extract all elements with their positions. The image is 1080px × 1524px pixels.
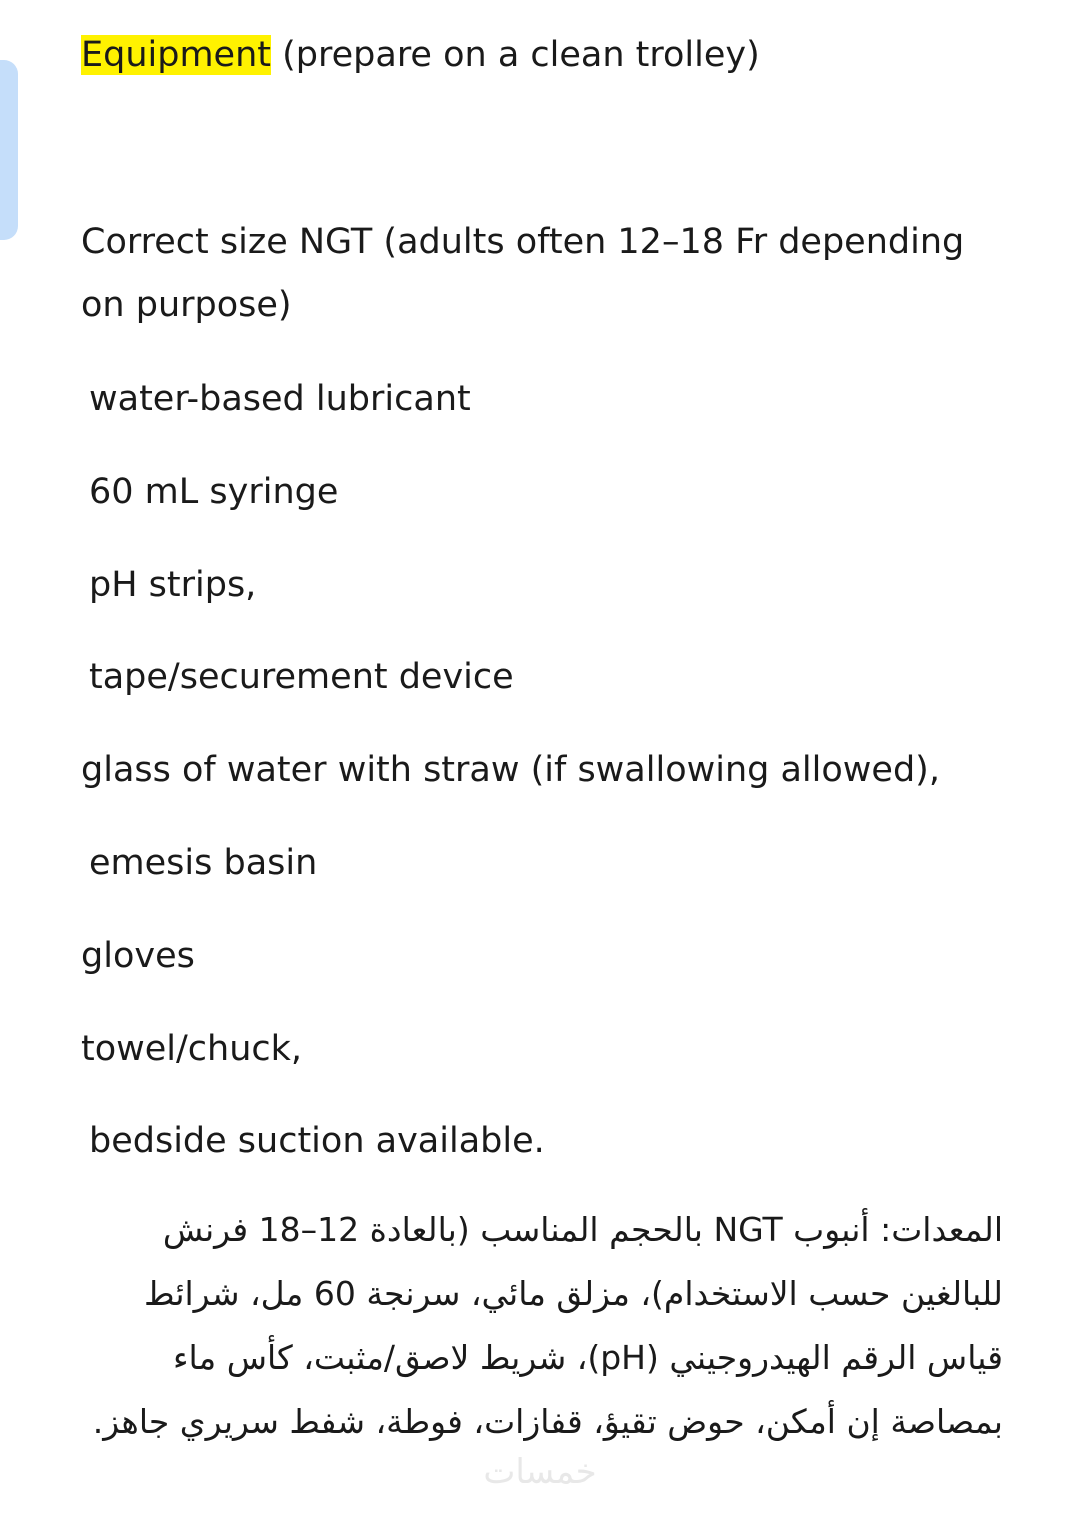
equipment-heading	[81, 23, 760, 87]
list-item: glass of water with straw (if swallowing allowed),	[81, 750, 940, 790]
list-item: Correct size NGT (adults often 12–18 Fr depending	[81, 222, 965, 262]
side-panel-tab[interactable]	[0, 60, 18, 240]
list-item: on purpose)	[81, 285, 292, 325]
arabic-translation: المعدات: أنبوب NGT بالحجم المناسب (بالعادة 12–18 فرنش للبالغين حسب الاستخدام)، مزلق مائي، سرنجة 60 مل، شرائط قياس الرقم الهيدروجيني (pH)، شريط لاصق/مثبت، كأس ماء بمصاصة إن أمكن، حوض تقيؤ، قفازات، فوطة، شفط سريري جاهز.	[92, 1210, 1003, 1441]
list-item: gloves	[81, 936, 195, 976]
heading-rest: (prepare on a clean trolley)	[271, 35, 760, 75]
list-item: water-based lubricant	[89, 379, 471, 419]
list-item: towel/chuck,	[81, 1029, 303, 1069]
list-item: pH strips,	[89, 565, 257, 605]
list-item: bedside suction available.	[89, 1121, 545, 1161]
list-item: 60 mL syringe	[89, 472, 339, 512]
highlighted-word: Equipment	[81, 35, 271, 75]
list-item: tape/securement device	[89, 657, 514, 697]
watermark: خمسات	[483, 1452, 597, 1492]
list-item: emesis basin	[89, 843, 318, 883]
